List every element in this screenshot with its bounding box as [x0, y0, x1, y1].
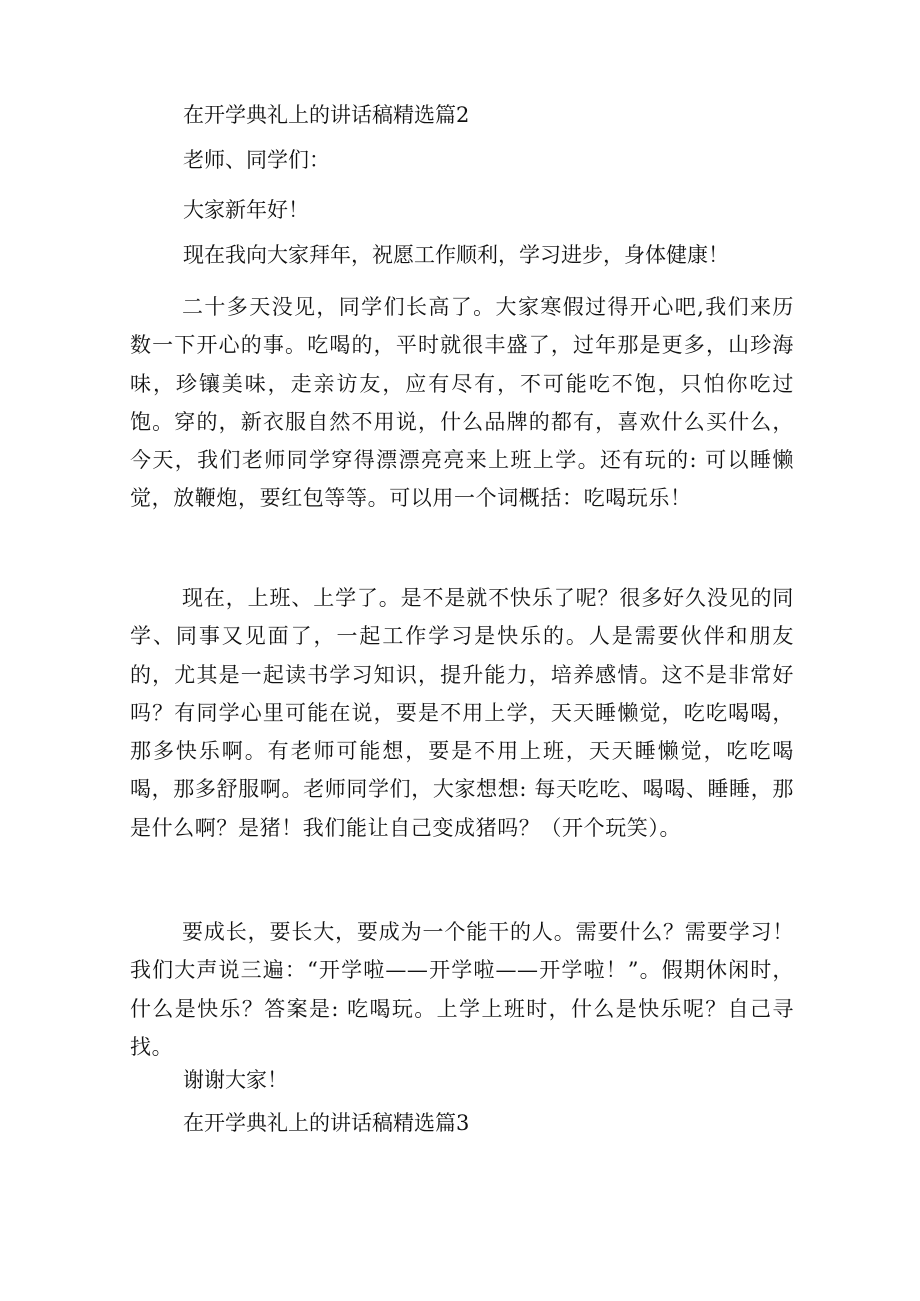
salutation: 老师、同学们：: [183, 148, 330, 172]
new-year-wish: 现在我向大家拜年，祝愿工作顺利，学习进步，身体健康！: [183, 243, 729, 267]
section-2-title: 在开学典礼上的讲话稿精选篇2: [183, 103, 470, 127]
thanks: 谢谢大家！: [183, 1068, 288, 1092]
paragraph-need-to-learn: 要成长，要长大，要成为一个能干的人。需要什么？需要学习！我们大声说三遍：“开学啦——开学啦——开学啦！”。假期休闲时，什么是快乐？答案是: 吃喝玩。上学上班时，什么是快乐呢？自己寻找。: [130, 920, 794, 1059]
section-3-title: 在开学典礼上的讲话稿精选篇3: [183, 1111, 470, 1135]
paragraph-back-to-school: 现在，上班、上学了。是不是就不快乐了呢？很多好久没见的同学、同事又见面了，一起工作学习是快乐的。人是需要伙伴和朋友的，尤其是一起读书学习知识，提升能力，培养感情。这不是非常好吗？有同学心里可能在说，要是不用上学，天天睡懒觉，吃吃喝喝，那多快乐啊。有老师可能想，要是不用上班，天天睡懒觉，吃吃喝喝，那多舒服啊。老师同学们，大家想想: 每天吃吃、喝喝、睡睡，那是什么啊？是猪！我们能让自己变成猪吗？（开个玩笑）。: [130, 586, 794, 840]
greeting: 大家新年好！: [183, 198, 309, 222]
paragraph-holiday-recap: 二十多天没见，同学们长高了。大家寒假过得开心吧,我们来历数一下开心的事。吃喝的，平时就很丰盛了，过年那是更多，山珍海味，珍镶美味，走亲访友，应有尽有，不可能吃不饱，只怕你吃过饱。穿的，新衣服自然不用说，什么品牌的都有，喜欢什么买什么，今天，我们老师同学穿得漂漂亮亮来上班上学。还有玩的: 可以睡懒觉，放鞭炮，要红包等等。可以用一个词概括：吃喝玩乐！: [130, 295, 794, 511]
